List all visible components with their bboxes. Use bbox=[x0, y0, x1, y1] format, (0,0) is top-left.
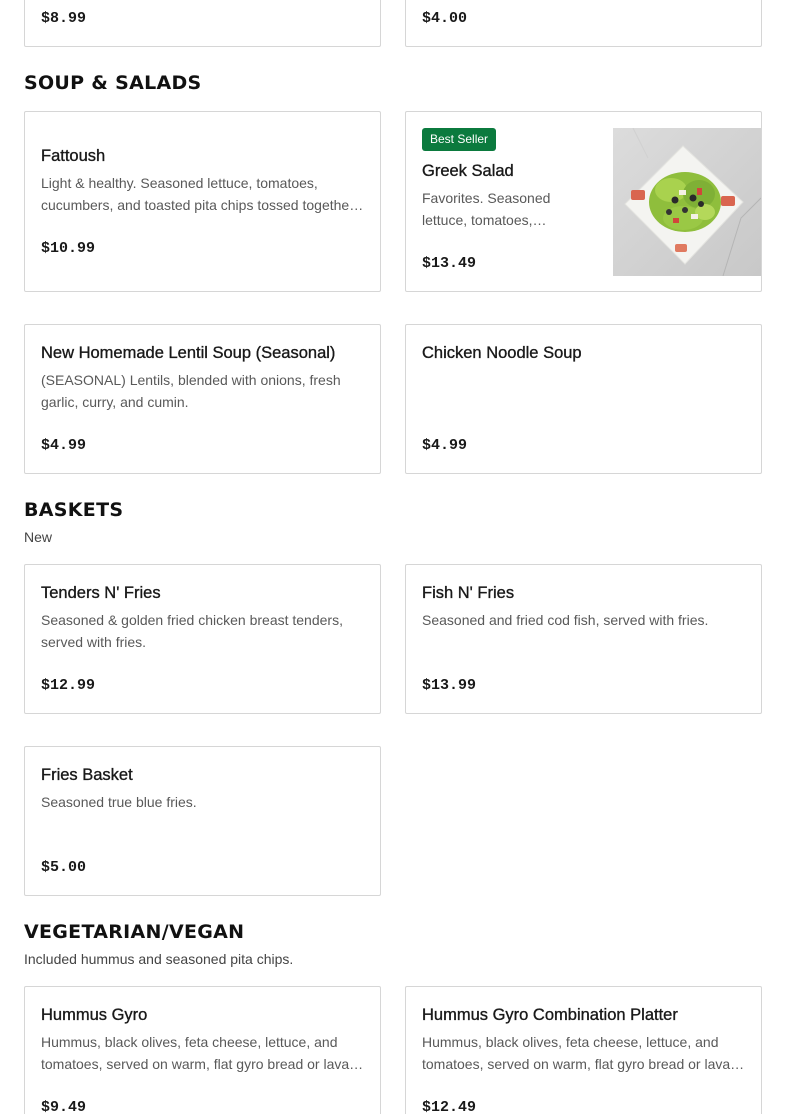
item-price: $12.99 bbox=[41, 677, 96, 694]
section-title-baskets: BASKETS bbox=[24, 499, 124, 521]
menu-item-card[interactable] bbox=[24, 0, 381, 47]
item-name: Tenders N' Fries bbox=[41, 584, 161, 602]
menu-item-card[interactable] bbox=[405, 0, 762, 47]
item-description: Hummus, black olives, feta cheese, lettuce, and tomatoes, served on warm, flat gyro bread or lavash bbox=[41, 1034, 364, 1072]
item-price: $5.00 bbox=[41, 859, 87, 876]
menu-item-fish-fries[interactable] bbox=[405, 564, 762, 714]
item-price: $9.49 bbox=[41, 1099, 87, 1114]
section-subtitle-baskets: New bbox=[24, 529, 53, 545]
item-price: $10.99 bbox=[41, 240, 96, 257]
menu-item-hummus-gyro[interactable] bbox=[24, 986, 381, 1114]
item-name: Fish N' Fries bbox=[422, 584, 515, 602]
item-price: $12.49 bbox=[422, 1099, 477, 1114]
menu-item-chicken-noodle-soup[interactable] bbox=[405, 324, 762, 474]
item-description: (SEASONAL) Lentils, blended with onions, fresh garlic, curry, and cumin. bbox=[41, 372, 341, 410]
section-title-vegetarian: VEGETARIAN/VEGAN bbox=[24, 921, 245, 943]
menu-item-tenders-fries[interactable] bbox=[24, 564, 381, 714]
item-price: $8.99 bbox=[41, 10, 87, 27]
item-name: Hummus Gyro bbox=[41, 1006, 148, 1024]
menu-item-greek-salad[interactable] bbox=[405, 111, 762, 292]
section-subtitle-vegetarian: Included hummus and seasoned pita chips. bbox=[24, 951, 294, 967]
item-name: Fattoush bbox=[41, 147, 106, 165]
item-price: $13.49 bbox=[422, 255, 477, 272]
section-title-soup-salads: SOUP & SALADS bbox=[24, 72, 202, 94]
menu-item-fattoush[interactable] bbox=[24, 111, 381, 292]
item-description: Hummus, black olives, feta cheese, lettuce, and tomatoes, served on warm, flat gyro bread or lavash bbox=[422, 1034, 745, 1072]
best-seller-badge: Best Seller bbox=[422, 128, 496, 151]
menu-item-lentil-soup[interactable] bbox=[24, 324, 381, 474]
item-description: Seasoned & golden fried chicken breast tenders, served with fries. bbox=[41, 612, 343, 650]
item-price: $4.99 bbox=[422, 437, 468, 454]
item-price: $4.99 bbox=[41, 437, 87, 454]
item-name: Hummus Gyro Combination Platter bbox=[422, 1006, 678, 1024]
item-description: Favorites. Seasoned lettuce, tomatoes, bbox=[422, 190, 551, 228]
item-name: Fries Basket bbox=[41, 766, 133, 784]
item-description: Seasoned true blue fries. bbox=[41, 794, 197, 810]
item-name: Greek Salad bbox=[422, 162, 514, 180]
menu-item-fries-basket[interactable] bbox=[24, 746, 381, 896]
item-description: Seasoned and fried cod fish, served with fries. bbox=[422, 612, 709, 628]
item-description: Light & healthy. Seasoned lettuce, tomatoes, cucumbers, and toasted pita chips tossed together bbox=[41, 175, 354, 213]
greek-salad-image bbox=[613, 128, 761, 276]
menu-item-hummus-gyro-platter[interactable] bbox=[405, 986, 762, 1114]
item-price: $4.00 bbox=[422, 10, 468, 27]
item-price: $13.99 bbox=[422, 677, 477, 694]
item-name: Chicken Noodle Soup bbox=[422, 344, 582, 362]
item-name: New Homemade Lentil Soup (Seasonal) bbox=[41, 344, 336, 362]
